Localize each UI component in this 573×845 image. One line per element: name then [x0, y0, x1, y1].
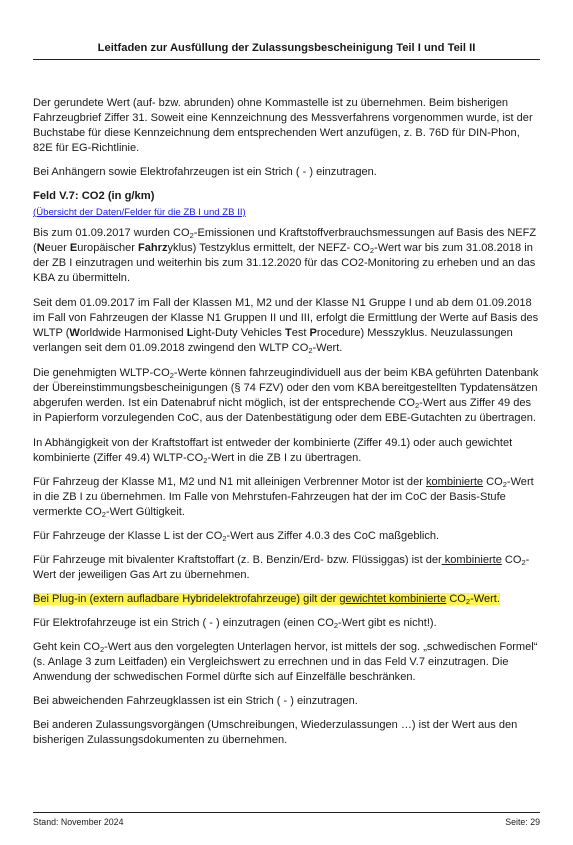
paragraph-plugin-highlighted: Bei Plug-in (extern aufladbare Hybridelektrofahrzeuge) gilt der gewichtet kombinierte $CO_2$-Wert.	[33, 593, 500, 606]
section-heading-v7: Feld V.7: CO2 (in g/km)	[33, 190, 155, 202]
overview-link[interactable]: (Übersicht der Daten/Felder für die ZB I und ZB II)	[33, 207, 246, 218]
footer-date: Stand: November 2024	[33, 817, 124, 827]
page-footer	[33, 812, 540, 827]
paragraph-nefz: Bis zum 01.09.2017 wurden $CO_2$-Emissionen und Kraftstoffverbrauchsmessungen auf Basis des NEFZ (Neuer Europäischer Fahrzyklus) Testzyklus ermittelt, der NEFZ- $CO_2$-Wert war bis zum 31.08.2018 in der ZB I einzutragen und weiterhin bis zum 31.12.2020 für das CO2-Monitoring zu erheben und an das KBA zu übermitteln.	[33, 227, 537, 284]
paragraph-approved-values: Die genehmigten WLTP-$CO_2$-Werte können fahrzeugindividuell aus der beim KBA geführten Datenbank der Übereinstimmungsbescheinigungen (§ 74 FZV) oder den vom KBA bereitgestellten Typdatensätzen abgerufen werden. Ist ein Datenabruf nicht möglich, ist der entsprechende $CO_2$-Wert aus Ziffer 49 des in Papierform vorzulegenden CoC, aus der Datenbestätigung oder dem EBE-Gutachten zu übertragen.	[33, 367, 539, 424]
paragraph-wltp: Seit dem 01.09.2017 im Fall der Klassen M1, M2 und der Klasse N1 Gruppe I und ab dem 01.09.2018 im Fall von Fahrzeugen der Klasse N1 Gruppen II und III, erfolgt die Ermittlung der Werte auf Basis des WLTP (Worldwide Harmonised Light-Duty Vehicles Test Procedure) Messzyklus. Neuzulassungen verlangen seit dem 01.09.2018 zwingend den WLTP $CO_2$-Wert.	[33, 297, 539, 355]
page-header	[33, 42, 540, 60]
paragraph-fuel-type: In Abhängigkeit von der Kraftstoffart ist entweder der kombinierte (Ziffer 49.1) oder auch gewichtet kombinierte (Ziffer 49.4) WLTP-$CO_2$-Wert in die ZB I zu übertragen.	[33, 437, 513, 465]
paragraph-class-l: Für Fahrzeuge der Klasse L ist der $CO_2$-Wert aus Ziffer 4.0.3 des CoC maßgeblich.	[33, 530, 440, 543]
paragraph-swedish-formula: Geht kein $CO_2$-Wert aus den vorgelegten Unterlagen hervor, ist mittels der sog. „schwedischen Formel“ (s. Anlage 3 zum Leitfaden) ein Vergleichswert zu errechnen und in das Feld V.7 einzutragen. Die Anwendung der schwedischen Formel dürfte sich auf Einzelfälle beschränken.	[33, 641, 538, 683]
page-content	[33, 96, 540, 757]
document-title: Leitfaden zur Ausfüllung der Zulassungsbescheinigung Teil I und Teil II	[97, 42, 476, 54]
paragraph-other-procedures: Bei anderen Zulassungsvorgängen (Umschreibungen, Wiederzulassungen …) ist der Wert aus den bisherigen Zulassungsdokumenten zu übernehmen.	[33, 719, 518, 746]
paragraph-deviating-classes: Bei abweichenden Fahrzeugklassen ist ein Strich ( - ) einzutragen.	[33, 695, 358, 707]
paragraph-bivalent: Für Fahrzeuge mit bivalenter Kraftstoffart (z. B. Benzin/Erd- bzw. Flüssiggas) ist der kombinierte $CO_2$-Wert der jeweiligen Gas Art zu übernehmen.	[33, 554, 530, 581]
footer-page-number: Seite: 29	[505, 817, 540, 827]
paragraph-rounding: Der gerundete Wert (auf- bzw. abrunden) ohne Kommastelle ist zu übernehmen. Beim bisherigen Fahrzeugbrief Ziffer 31. Soweit eine Kennzeichnung des Messverfahrens vorgenommen wurde, ist der Buchstabe für diese Kennzeichnung dem entsprechenden Wert anzufügen, z. B. 76D für DIN-Phon, 82E für EG-Richtlinie.	[33, 97, 533, 154]
paragraph-trailer-ev: Bei Anhängern sowie Elektrofahrzeugen ist ein Strich ( - ) einzutragen.	[33, 166, 377, 178]
paragraph-electric: Für Elektrofahrzeuge ist ein Strich ( - ) einzutragen (einen $CO_2$-Wert gibt es nicht!).	[33, 617, 437, 630]
paragraph-combustion: Für Fahrzeug der Klasse M1, M2 und N1 mit alleinigen Verbrenner Motor ist der kombinierte $CO_2$-Wert in die ZB I zu übernehmen. Im Falle von Mehrstufen-Fahrzeugen hat der im CoC der Basis-Stufe vermerkte $CO_2$-Wert Gültigkeit.	[33, 476, 534, 519]
